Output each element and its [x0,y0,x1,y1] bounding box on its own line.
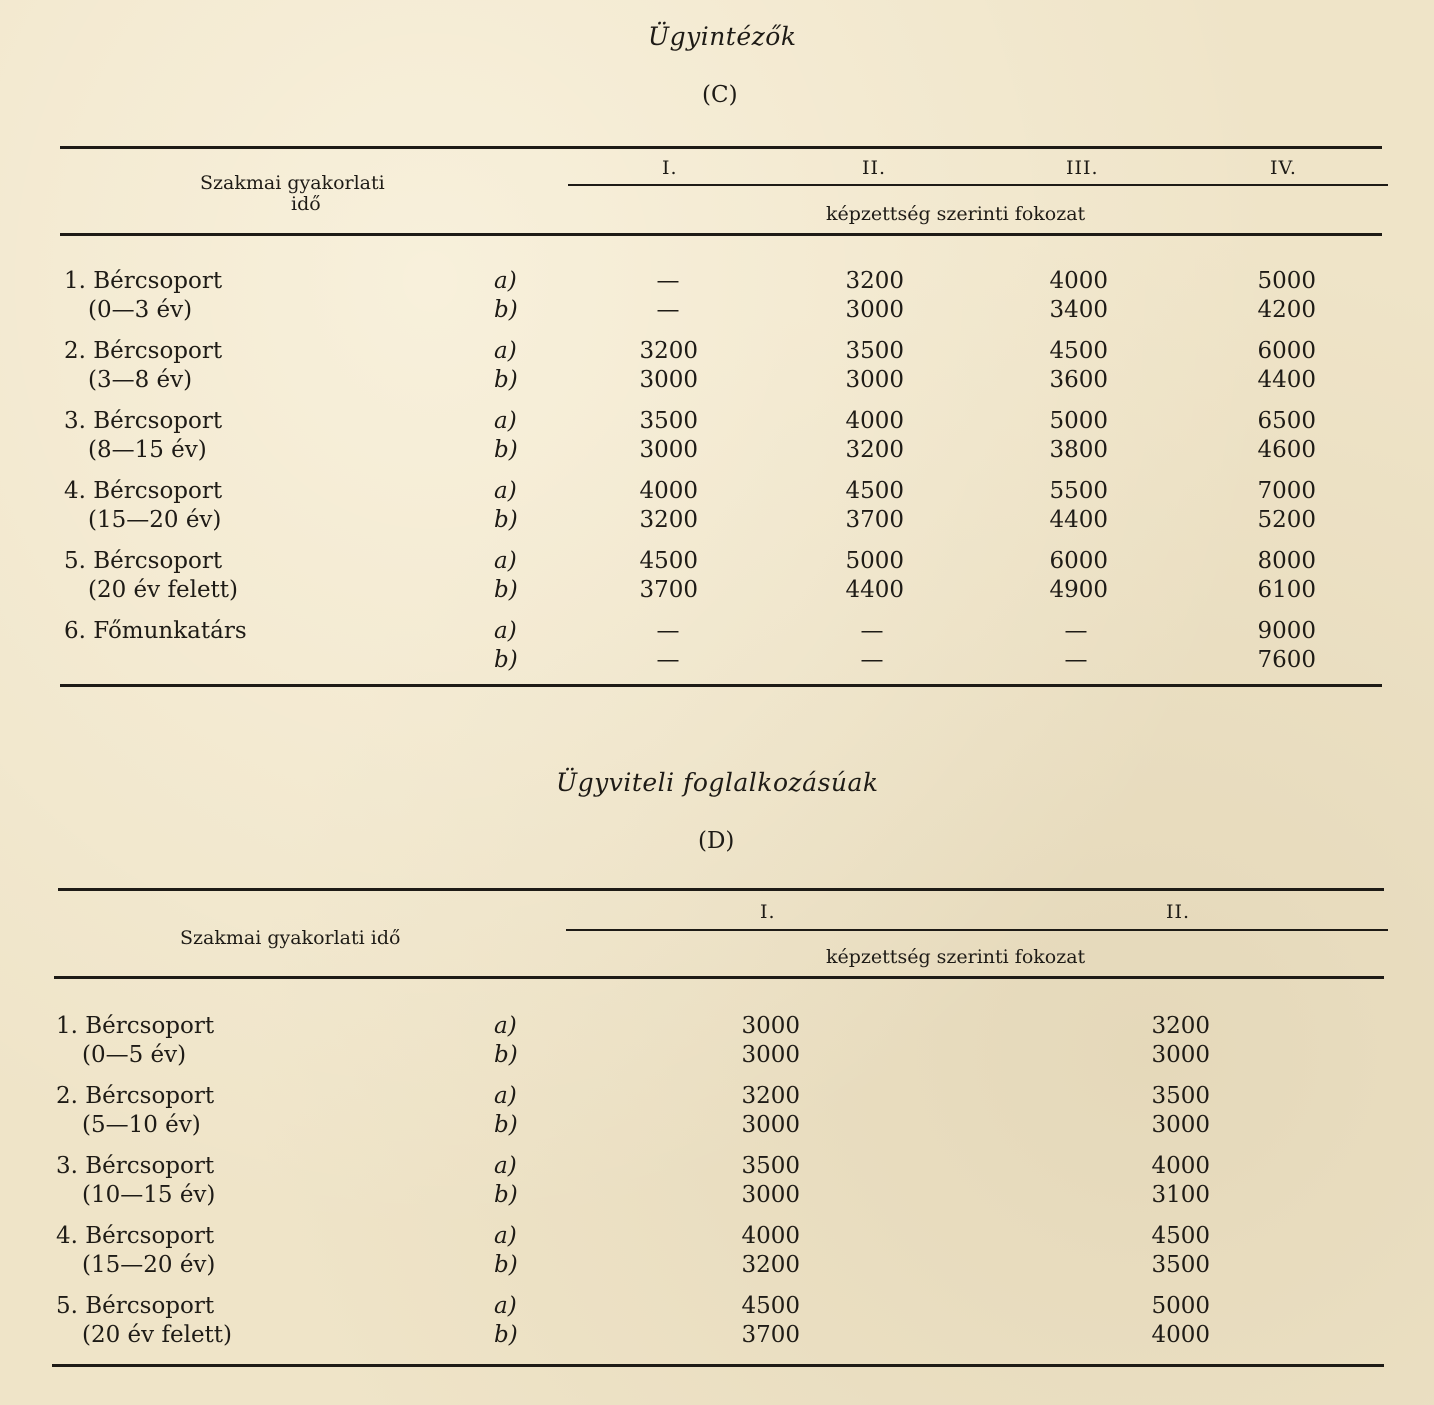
table-cell: 3500 [741,1153,800,1179]
group-years: (20 év felett) [82,1322,233,1348]
row-label: a) [494,618,517,644]
table-c-col-header-4: IV. [1270,157,1297,179]
table-cell: 5000 [1257,268,1316,294]
table-cell: 3400 [1049,297,1108,323]
table-cell: 3200 [741,1083,800,1109]
group-years: (20 év felett) [88,577,239,603]
table-c-col-header-3: III. [1066,157,1099,179]
table-cell-dash: — [1064,647,1088,673]
row-label: b) [494,1252,518,1278]
group-years: (0—3 év) [88,297,193,323]
group-years: (0—5 év) [82,1042,187,1068]
row-label: b) [494,577,518,603]
table-cell: 3500 [845,338,904,364]
table-cell: 5000 [1049,408,1108,434]
table-cell: 5000 [1151,1293,1210,1319]
table-cell: 4400 [1257,367,1316,393]
table-cell: 7600 [1257,647,1316,673]
table-cell: 3200 [845,268,904,294]
table-cell: 3000 [639,367,698,393]
group-years: (8—15 év) [88,437,207,463]
table-cell: 3200 [741,1252,800,1278]
row-label: a) [494,1153,517,1179]
row-label: a) [494,1083,517,1109]
table-cell: 4500 [1151,1223,1210,1249]
table-d-col-header-2: II. [1166,901,1191,923]
table-d-header-rule [566,929,1388,931]
table-d-bottom-rule [52,1364,1384,1367]
table-cell: 5200 [1257,507,1316,533]
group-name: 3. Bércsoport [56,1153,215,1179]
row-label: b) [494,1042,518,1068]
table-c-col-header-1: I. [662,157,678,179]
group-years: (5—10 év) [82,1112,201,1138]
row-label: a) [494,478,517,504]
row-label: a) [494,1013,517,1039]
group-name: 1. Bércsoport [56,1013,215,1039]
row-label: a) [494,1223,517,1249]
table-cell: 3700 [639,577,698,603]
table-cell: 4000 [741,1223,800,1249]
table-cell: 4000 [1049,268,1108,294]
table-cell: 4500 [741,1293,800,1319]
row-label: a) [494,1293,517,1319]
row-label: b) [494,297,518,323]
table-d-code: (D) [698,828,735,854]
table-cell: 5000 [845,548,904,574]
table-c-col-header-2: II. [862,157,887,179]
table-cell: 4600 [1257,437,1316,463]
table-cell: 7000 [1257,478,1316,504]
table-cell: 3800 [1049,437,1108,463]
row-label: b) [494,1182,518,1208]
table-cell: 6500 [1257,408,1316,434]
table-cell: 4900 [1049,577,1108,603]
table-cell: 4500 [1049,338,1108,364]
table-cell: 3000 [845,297,904,323]
table-cell: 6100 [1257,577,1316,603]
row-label: a) [494,268,517,294]
table-cell: 9000 [1257,618,1316,644]
table-cell: 4000 [1151,1322,1210,1348]
table-cell-dash: — [656,647,680,673]
row-label: b) [494,367,518,393]
table-c-top-rule [60,146,1382,149]
table-cell: 3600 [1049,367,1108,393]
group-name: 6. Főmunkatárs [64,618,247,644]
table-cell: 3000 [1151,1112,1210,1138]
table-cell: 5500 [1049,478,1108,504]
row-label: b) [494,507,518,533]
table-cell-dash: — [656,268,680,294]
table-cell-dash: — [860,647,884,673]
table-cell: 3000 [1151,1042,1210,1068]
table-cell: 3000 [741,1182,800,1208]
table-c-code: (C) [702,82,738,108]
table-cell: 3500 [1151,1252,1210,1278]
group-name: 4. Bércsoport [64,478,223,504]
table-d-header-bottom-rule [54,976,1384,979]
table-d-col-header-1: I. [760,901,776,923]
table-cell: 3500 [1151,1083,1210,1109]
table-c-title: Ügyintézők [648,22,797,51]
table-cell: 3700 [845,507,904,533]
table-c-subheader: képzettség szerinti fokozat [826,203,1086,225]
table-cell-dash: — [1064,618,1088,644]
table-cell: 3700 [741,1322,800,1348]
table-cell: 6000 [1257,338,1316,364]
table-cell: 4400 [1049,507,1108,533]
row-label: a) [494,408,517,434]
row-label: b) [494,1322,518,1348]
table-d-title: Ügyviteli foglalkozásúak [556,768,879,797]
table-cell: 3000 [741,1013,800,1039]
row-label: b) [494,1112,518,1138]
row-label: a) [494,548,517,574]
group-years: (15—20 év) [82,1252,216,1278]
group-name: 3. Bércsoport [64,408,223,434]
row-label: b) [494,647,518,673]
table-c-stub-header-line1: Szakmai gyakorlati [200,172,385,194]
table-cell: 3200 [639,507,698,533]
group-name: 2. Bércsoport [56,1083,215,1109]
table-cell: 4000 [639,478,698,504]
table-cell: 3100 [1151,1182,1210,1208]
table-cell: 3500 [639,408,698,434]
group-name: 5. Bércsoport [56,1293,215,1319]
group-name: 2. Bércsoport [64,338,223,364]
table-cell: 4200 [1257,297,1316,323]
table-cell: 4500 [639,548,698,574]
table-c-header-bottom-rule [60,233,1382,236]
table-cell: 4000 [845,408,904,434]
table-cell: 4400 [845,577,904,603]
group-years: (10—15 év) [82,1182,216,1208]
table-cell-dash: — [860,618,884,644]
table-c-header-rule [568,184,1388,186]
table-cell: 3200 [845,437,904,463]
row-label: a) [494,338,517,364]
group-years: (3—8 év) [88,367,193,393]
table-cell: 3000 [845,367,904,393]
table-cell-dash: — [656,618,680,644]
table-cell: 3200 [639,338,698,364]
table-d-top-rule [58,888,1384,891]
row-label: b) [494,437,518,463]
group-years: (15—20 év) [88,507,222,533]
table-cell: 6000 [1049,548,1108,574]
table-cell: 3200 [1151,1013,1210,1039]
table-c-bottom-rule [60,684,1382,687]
table-cell: 4000 [1151,1153,1210,1179]
table-cell-dash: — [656,297,680,323]
group-name: 1. Bércsoport [64,268,223,294]
table-cell: 3000 [741,1112,800,1138]
table-cell: 8000 [1257,548,1316,574]
table-c-stub-header-line2: idő [291,193,321,215]
group-name: 5. Bércsoport [64,548,223,574]
table-cell: 3000 [639,437,698,463]
table-cell: 3000 [741,1042,800,1068]
table-cell: 4500 [845,478,904,504]
table-d-subheader: képzettség szerinti fokozat [826,946,1086,968]
group-name: 4. Bércsoport [56,1223,215,1249]
table-d-stub-header: Szakmai gyakorlati idő [180,927,401,949]
